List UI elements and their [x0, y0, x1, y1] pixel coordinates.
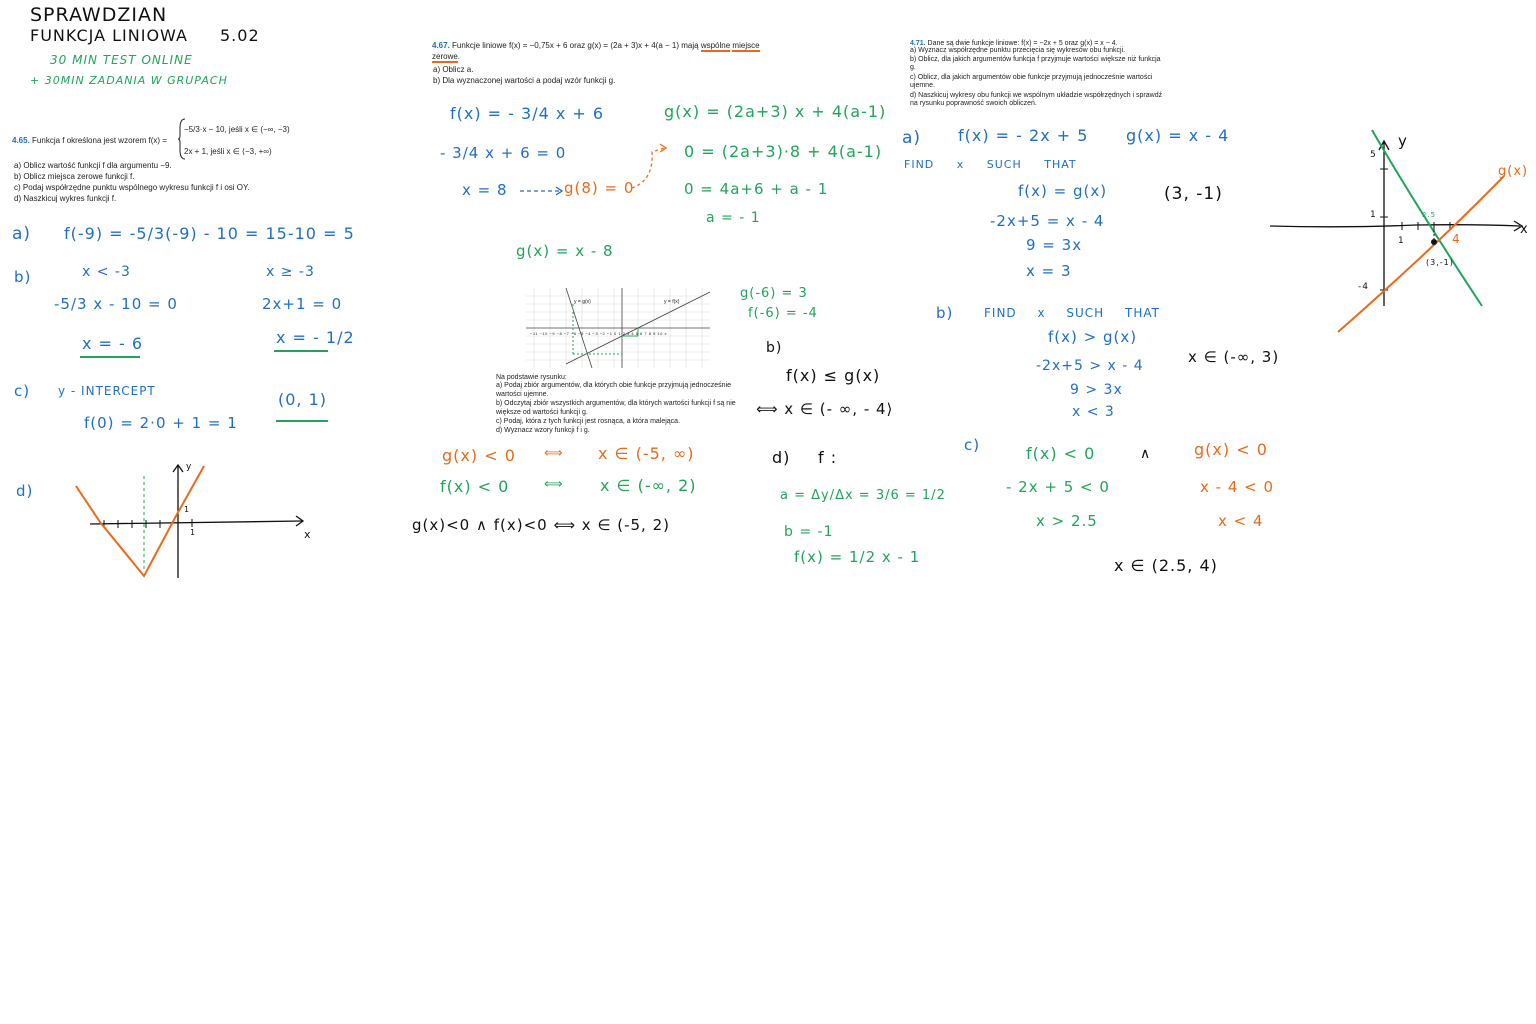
solution-c-caption: y - INTERCEPT: [58, 384, 156, 398]
answer-d-intercept: b = -1: [784, 524, 834, 540]
tick-label: 4: [1452, 232, 1461, 246]
solution-b-find: FIND x SUCH THAT: [984, 306, 1160, 320]
solution-c-f-step: - 2x + 5 < 0: [1006, 478, 1110, 496]
work-g-formula: g(x) = (2a+3) x + 4(a-1): [664, 102, 887, 121]
solution-a: f(-9) = -5/3(-9) - 10 = 15-10 = 5: [64, 224, 355, 243]
solution-b-label: b): [14, 268, 32, 286]
underline: [80, 356, 140, 358]
tick-label: 5: [1370, 150, 1377, 160]
figure-task-b: b) Odczytaj zbiór wszystkich argumentów, dla których wartości funkcji f są nie większe od wartości funkcji g.: [496, 400, 736, 416]
work-f-formula: f(x) = - 3/4 x + 6: [450, 104, 605, 123]
task-a: a) Oblicz wartość funkcji f dla argumentu −9.: [14, 161, 172, 170]
work-zero-result: x = 8: [462, 181, 508, 199]
figure-task-a: a) Podaj zbiór argumentów, dla których obie funkcje przyjmują jednocześnie wartości ujemne.: [496, 382, 732, 398]
work-g-final: g(x) = x - 8: [516, 242, 614, 260]
figure-intro: Na podstawie rysunku:: [496, 374, 567, 381]
answer-d-formula: f(x) = 1/2 x - 1: [794, 548, 921, 566]
answer-b-ineq: f(x) ≤ g(x): [786, 366, 881, 385]
arrow-curved: [630, 140, 670, 192]
solution-a-label: a): [12, 224, 32, 244]
problem-467-statement: [432, 40, 762, 62]
solution-b-result-2: x = - 1/2: [276, 328, 355, 347]
answer-d-f: f :: [818, 448, 838, 467]
answer-d-slope: a = Δy/Δx = 3/6 = 1/2: [780, 488, 946, 503]
work-zero-eq: - 3/4 x + 6 = 0: [440, 144, 567, 162]
solution-b-step3: x < 3: [1072, 404, 1115, 420]
sketch-graph-fg: [1266, 126, 1534, 338]
answer-b-label: b): [766, 340, 783, 356]
equiv: ⟺: [544, 477, 564, 492]
sketch-graph-f: [70, 460, 320, 585]
problem-text: Dane są dwie funkcje liniowe: f(x) = −2x + 5 oraz g(x) = x − 4.: [927, 40, 1118, 47]
solution-c-label: c): [964, 436, 981, 454]
tick-label: 1: [190, 528, 197, 537]
solution-b-label: b): [936, 304, 954, 322]
arrow-dashed: [520, 186, 566, 196]
tick-label: 1: [1370, 210, 1377, 220]
intersection-point-label: (3,-1): [1426, 258, 1454, 267]
work-sub: 0 = (2a+3)·8 + 4(a-1): [684, 142, 883, 161]
piecewise-case-2: 2x + 1, jeśli x ∈ ⟨−3, +∞): [184, 147, 272, 156]
solution-c-g-result: x < 4: [1218, 512, 1264, 530]
answer-a-combined: g(x)<0 ∧ f(x)<0 ⟺ x ∈ (-5, 2): [412, 516, 670, 534]
read-f: f(-6) = -4: [748, 306, 818, 321]
solution-b-result-1: x = - 6: [82, 334, 144, 353]
highlight-zero: miejsce zerowe: [432, 41, 760, 61]
underline: [274, 350, 328, 352]
figure-task-c: c) Podaj, która z tych funkcji jest rosnąca, a która malejąca.: [496, 418, 681, 425]
equiv: ⟺: [544, 446, 564, 461]
solution-b-step2: 9 > 3x: [1070, 382, 1123, 398]
work-g8: g(8) = 0: [564, 179, 635, 197]
tick-label: 1: [184, 505, 191, 514]
solution-c-result: (0, 1): [278, 390, 328, 409]
solution-a-g: g(x) = x - 4: [1126, 126, 1230, 145]
answer-a-g-set: x ∈ (-5, ∞): [598, 444, 695, 463]
read-g: g(-6) = 3: [740, 286, 808, 301]
page-title: SPRAWDZIAN: [30, 4, 168, 26]
note-online-test: 30 MIN TEST ONLINE: [50, 53, 193, 67]
tick-label: -4: [1358, 282, 1369, 292]
answer-b-set: ⟺ x ∈ (- ∞, - 4⟩: [756, 400, 894, 418]
task-d: d) Naszkicuj wykres funkcji f.: [14, 194, 117, 203]
solution-b-ineq: f(x) > g(x): [1048, 328, 1138, 346]
task-c: c) Podaj współrzędne punktu wspólnego wykresu funkcji f i osi OY.: [14, 183, 250, 192]
answer-a-f: f(x) < 0: [440, 477, 510, 496]
piecewise-case-1: −5/3·x − 10, jeśli x ∈ (−∞, −3): [184, 125, 290, 134]
underline: [276, 420, 328, 422]
problem-number: 4.71.: [910, 40, 926, 47]
task-c: c) Oblicz, dla jakich argumentów obie funkcje przyjmują jednocześnie wartości ujemne.: [910, 74, 1153, 89]
solution-a-step3: x = 3: [1026, 262, 1072, 280]
problem-text: Funkcje liniowe f(x) = −0,75x + 6 oraz g(x) = (2a + 3)x + 4(a − 1) mają: [452, 41, 699, 50]
punctuation: .: [457, 52, 461, 61]
tick-label: 1: [1398, 236, 1405, 246]
solution-a-eq: f(x) = g(x): [1018, 182, 1108, 200]
axis-x-label: x: [1520, 222, 1529, 237]
solution-b-eq-1: -5/3 x - 10 = 0: [54, 295, 178, 313]
work-simplify: 0 = 4a+6 + a - 1: [684, 180, 829, 198]
note-group-tasks: + 30MIN ZADANIA W GRUPACH: [30, 74, 228, 87]
solution-d-label: d): [16, 482, 34, 500]
task-b: b) Oblicz, dla jakich argumentów funkcja f przyjmuje wartości większe niż funkcja g.: [910, 56, 1161, 71]
solution-a-f: f(x) = - 2x + 5: [958, 126, 1089, 145]
solution-a-label: a): [902, 128, 922, 148]
work-a-result: a = - 1: [706, 210, 761, 226]
problem-number: 4.67.: [432, 41, 450, 50]
solution-c-g-step: x - 4 < 0: [1200, 478, 1275, 496]
task-d: d) Naszkicuj wykresy obu funkcji we wspólnym układzie współrzędnych i sprawdź na rysunku poprawność swoich obliczeń.: [910, 92, 1163, 107]
page-subtitle: FUNKCJA LINIOWA: [30, 26, 188, 45]
solution-a-step2: 9 = 3x: [1026, 236, 1083, 254]
task-a: a) Oblicz a.: [433, 65, 474, 74]
problem-465-statement: [12, 135, 167, 146]
solution-b-step1: -2x+5 > x - 4: [1036, 358, 1144, 374]
answer-a-g: g(x) < 0: [442, 446, 516, 465]
solution-c-f: f(x) < 0: [1026, 444, 1096, 463]
solution-c-set: x ∈ (2.5, 4): [1114, 556, 1218, 575]
answer-d-label: d): [772, 448, 791, 467]
figure-ticks: −11 −10 −9 −8 −7 −6 −5 −4 −3 −2 −1 0 1 2 3 4 5 6 7 8 9 10 x: [530, 331, 667, 336]
solution-c-g: g(x) < 0: [1194, 440, 1268, 459]
date-label: 5.02: [220, 26, 260, 45]
solution-b-case-1: x < -3: [82, 264, 131, 280]
axis-x-label: x: [304, 528, 312, 541]
figure-task-d: d) Wyznacz wzory funkcji f i g.: [496, 427, 590, 434]
solution-a-point: (3, -1): [1164, 184, 1223, 204]
figure-label-f: y = f(x): [664, 299, 680, 305]
solution-c-f-result: x > 2.5: [1036, 512, 1098, 530]
solution-c-label: c): [14, 382, 31, 400]
axis-y-label: y: [186, 462, 193, 472]
logical-and: ∧: [1140, 446, 1152, 462]
solution-c-calc: f(0) = 2·0 + 1 = 1: [84, 414, 238, 432]
solution-b-set: x ∈ (-∞, 3): [1188, 348, 1280, 366]
solution-a-find: FIND x SUCH THAT: [904, 158, 1077, 171]
highlight-common: wspólne: [700, 41, 731, 50]
solution-b-eq-2: 2x+1 = 0: [262, 295, 343, 313]
problem-text: Funkcja f określona jest wzorem f(x) =: [32, 136, 167, 145]
task-b: b) Oblicz miejsca zerowe funkcji f.: [14, 172, 135, 181]
task-a: a) Wyznacz współrzędne punktu przecięcia się wykresów obu funkcji.: [910, 47, 1126, 54]
answer-a-f-set: x ∈ (-∞, 2): [600, 476, 697, 495]
figure-label-g: y = g(x): [574, 299, 591, 305]
axis-y-label: y: [1398, 132, 1408, 150]
task-b: b) Dla wyznaczonej wartości a podaj wzór funkcji g.: [433, 76, 616, 85]
solution-b-case-2: x ≥ -3: [266, 264, 315, 280]
series-label-g: g(x): [1498, 164, 1529, 179]
tick-label: 2.5: [1422, 211, 1437, 219]
solution-a-step1: -2x+5 = x - 4: [990, 212, 1105, 230]
problem-number: 4.65.: [12, 136, 30, 145]
